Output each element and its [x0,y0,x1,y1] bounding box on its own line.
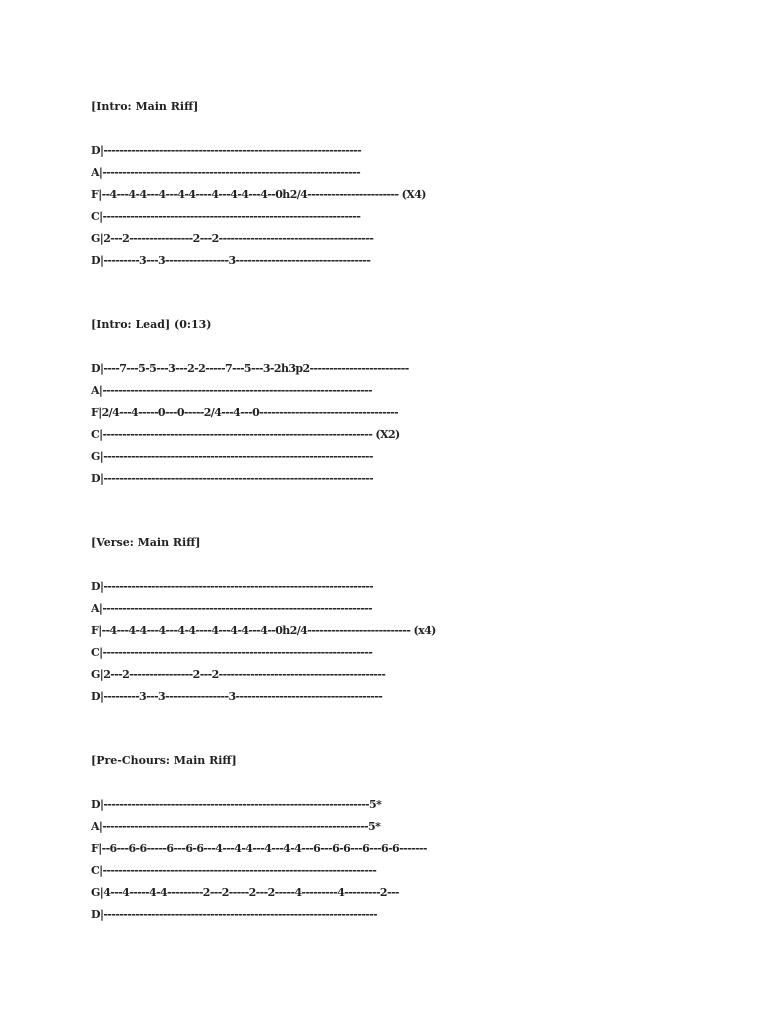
section-header: [Intro: Main Riff] [91,100,199,113]
tab-line-a: A|-------------------------------------------------------------------- [91,384,372,397]
tab-line-g: G|-------------------------------------------------------------------- [91,450,373,463]
tab-line-g: G|4---4-----4-4---------2---2-----2---2-----4---------4---------2--- [91,886,399,899]
tab-section-pre-chorus-main-riff [91,751,741,926]
tab-line-d-low: D|---------3---3----------------3---------------------------------- [91,254,371,267]
tab-line-c: C|-------------------------------------------------------------------- [91,646,373,659]
tab-line-c: C|-------------------------------------------------------------------- (X2) [91,428,400,441]
tab-line-d-high: D|----------------------------------------------------------------- [91,144,362,157]
tab-line-d-low: D|-------------------------------------------------------------------- [91,472,373,485]
tab-line-a: A|----------------------------------------------------------------- [91,166,361,179]
tab-line-g: G|2---2----------------2---2------------------------------------------ [91,668,386,681]
tab-section-intro-lead [91,315,741,490]
tab-line-d-high: D|-------------------------------------------------------------------- [91,580,373,593]
tab-section-verse-main-riff [91,533,741,708]
section-header: [Verse: Main Riff] [91,536,201,549]
tab-line-c: C|----------------------------------------------------------------- [91,210,361,223]
tab-line-d-high: D|-------------------------------------------------------------------5* [91,798,382,811]
tab-document [91,97,741,926]
tab-line-a: A|-------------------------------------------------------------------- [91,602,372,615]
tab-line-f: F|--4---4-4---4---4-4----4---4-4---4--0h2/4-------------------------- (x4) [91,624,436,637]
tab-line-d-low: D|---------3---3----------------3------------------------------------- [91,690,383,703]
tab-line-d-high: D|----7---5-5---3---2-2-----7---5---3-2h3p2------------------------- [91,362,409,375]
tab-section-intro-main-riff [91,97,741,272]
tab-line-a: A|-------------------------------------------------------------------5* [91,820,381,833]
section-header: [Intro: Lead] (0:13) [91,318,212,331]
tab-line-d-low: D|--------------------------------------------------------------------- [91,908,377,921]
tab-line-f: F|--4---4-4---4---4-4----4---4-4---4--0h2/4----------------------- (X4) [91,188,426,201]
tab-line-f: F|2/4---4-----0---0-----2/4---4---0----------------------------------- [91,406,398,419]
section-header: [Pre-Chours: Main Riff] [91,754,237,767]
tab-line-g: G|2---2----------------2---2--------------------------------------- [91,232,374,245]
tab-line-c: C|--------------------------------------------------------------------- [91,864,377,877]
tab-line-f: F|--6---6-6-----6---6-6---4---4-4---4---4-4---6---6-6---6---6-6------- [91,842,427,855]
